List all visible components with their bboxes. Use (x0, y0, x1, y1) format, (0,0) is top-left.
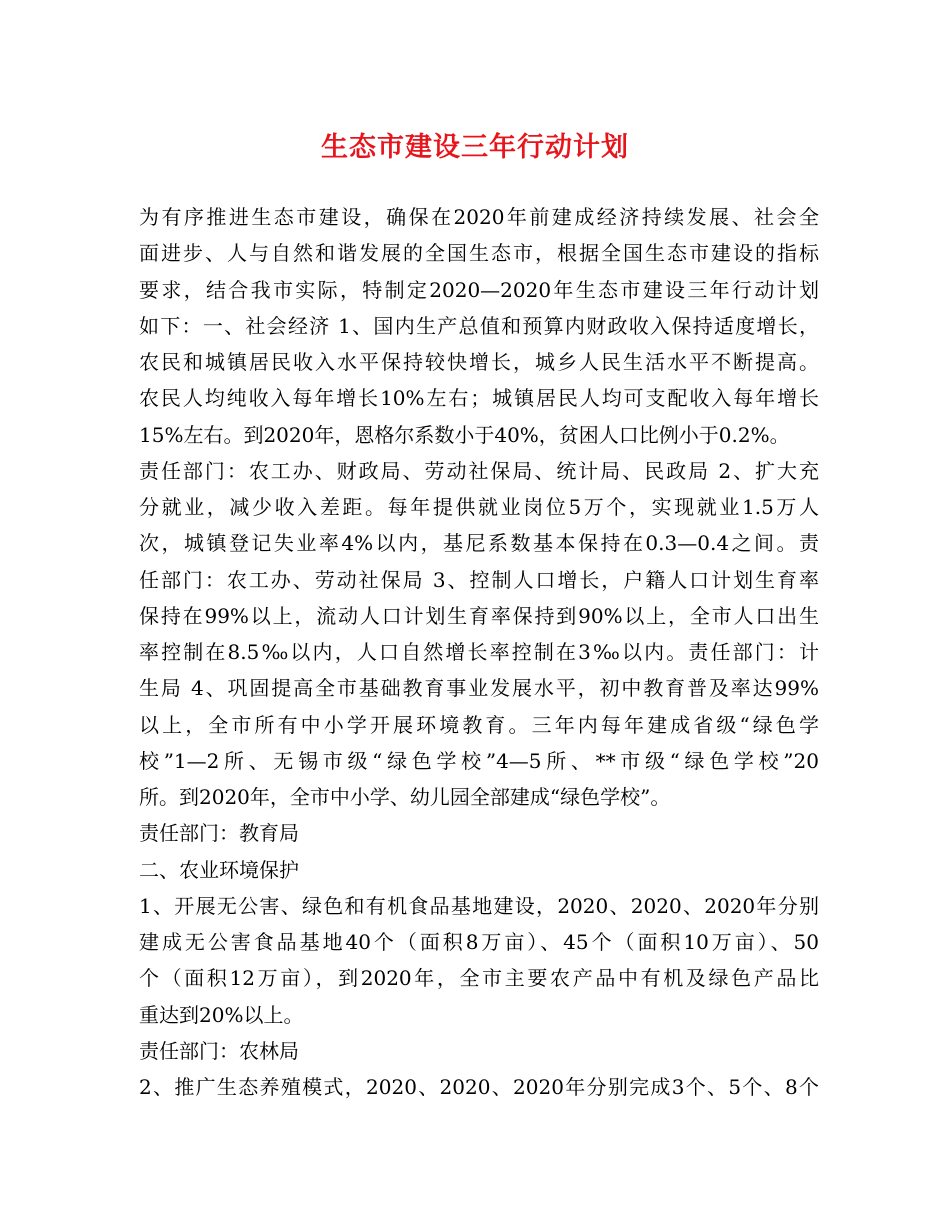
paragraph-line: 为有序推进生态市建设，确保在2020年前建成经济持续发展、社会全 (139, 205, 819, 229)
paragraph-line: 面进步、人与自然和谐发展的全国生态市，根据全国生态市建设的指标 (139, 241, 819, 266)
paragraph-line: 责任部门：农林局 (139, 1038, 299, 1063)
paragraph-line: 以上，全市所有中小学开展环境教育。三年内每年建成省级“绿色学 (139, 712, 819, 737)
paragraph-line: 二、农业环境保护 (139, 857, 299, 882)
paragraph-line: 任部门：农工办、劳动社保局 3、控制人口增长，户籍人口计划生育率 (139, 567, 819, 592)
paragraph-line: 次，城镇登记失业率4%以内，基尼系数基本保持在0.3—0.4之间。责 (139, 531, 819, 556)
paragraph-line: 保持在99%以上，流动人口计划生育率保持到90%以上，全市人口出生 (139, 603, 819, 628)
paragraph-line: 如下：一、社会经济 1、国内生产总值和预算内财政收入保持适度增长， (139, 313, 819, 338)
paragraph-line: 个（面积12万亩），到2020年，全市主要农产品中有机及绿色产品比 (139, 966, 819, 991)
paragraph-line: 农民人均纯收入每年增长10%左右；城镇居民人均可支配收入每年增长 (139, 386, 819, 411)
paragraph-line: 2、推广生态养殖模式，2020、2020、2020年分别完成3个、5个、8个 (139, 1075, 819, 1099)
paragraph-line: 1、开展无公害、绿色和有机食品基地建设，2020、2020、2020年分别 (139, 893, 819, 918)
document-title: 生态市建设三年行动计划 (321, 132, 629, 163)
paragraph-line: 生局 4、巩固提高全市基础教育事业发展水平，初中教育普及率达99% (139, 676, 819, 701)
paragraph-line: 农民和城镇居民收入水平保持较快增长，城乡人民生活水平不断提高。 (139, 350, 819, 374)
paragraph-line: 责任部门：农工办、财政局、劳动社保局、统计局、民政局 2、扩大充 (139, 458, 819, 483)
paragraph-line: 所。到2020年，全市中小学、幼儿园全部建成“绿色学校”。 (139, 785, 671, 809)
paragraph-line: 建成无公害食品基地40个（面积8万亩）、45个（面积10万亩）、50 (139, 930, 819, 954)
paragraph-line: 率控制在8.5‰以内，人口自然增长率控制在3‰以内。责任部门：计 (139, 640, 819, 664)
paragraph-line: 15%左右。到2020年，恩格尔系数小于40%，贫困人口比例小于0.2%。 (139, 422, 790, 447)
document-body (139, 199, 819, 1105)
paragraph-line: 责任部门：教育局 (139, 821, 299, 846)
paragraph-line: 校”1—2所、无锡市级“绿色学校”4—5所、**市级“绿色学校”20 (139, 748, 819, 773)
paragraph-line: 要求，结合我市实际，特制定2020—2020年生态市建设三年行动计划 (139, 277, 819, 302)
paragraph-line: 分就业，减少收入差距。每年提供就业岗位5万个，实现就业1.5万人 (139, 495, 819, 519)
paragraph-line: 重达到20%以上。 (139, 1002, 304, 1027)
